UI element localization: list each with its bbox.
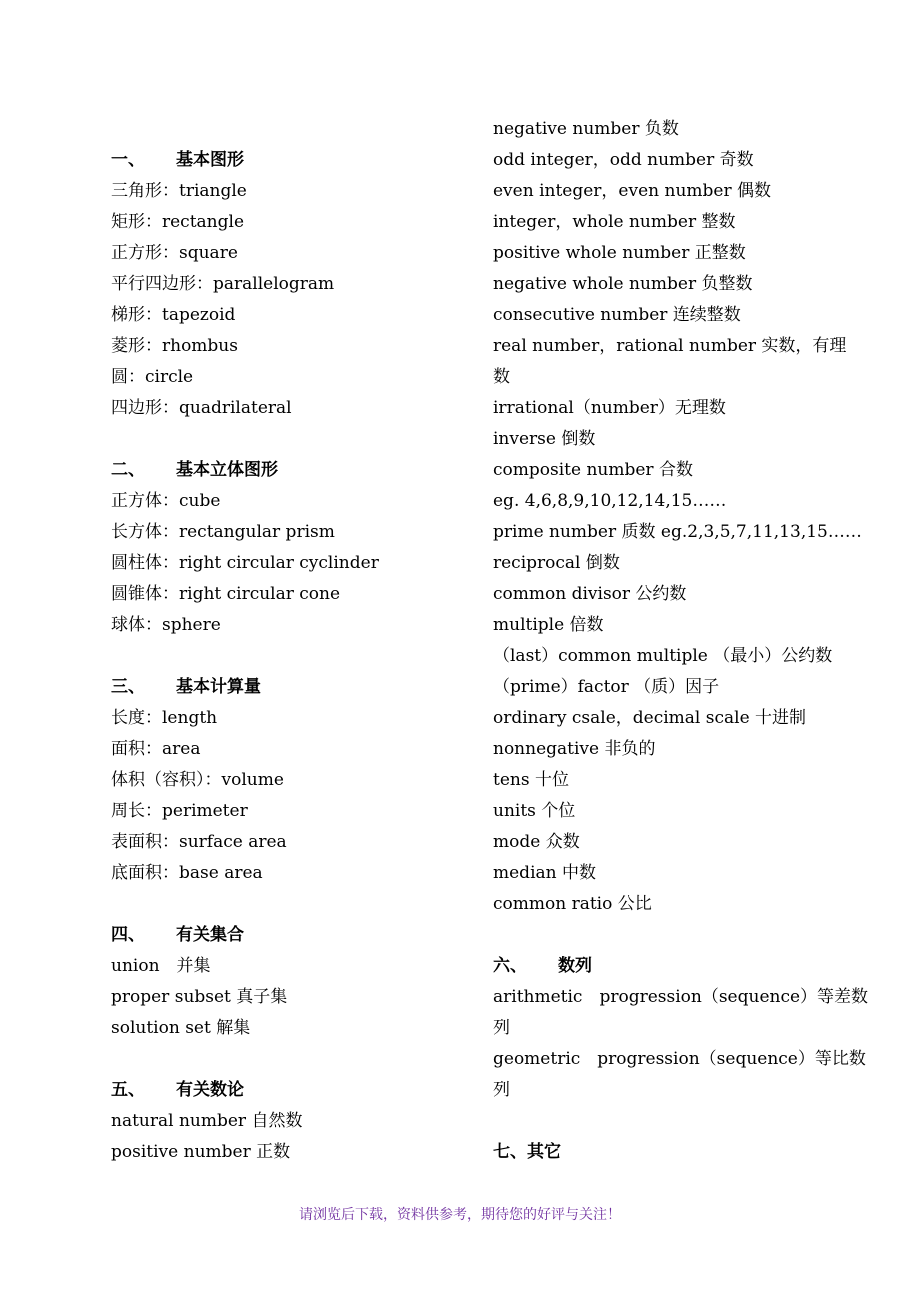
term-line: tens 十位 xyxy=(493,770,569,790)
term-line: 圆：circle xyxy=(111,367,194,387)
term-line: arithmetic progression（sequence）等差数 xyxy=(493,987,869,1007)
term-line: 体积（容积）：volume xyxy=(111,770,284,790)
term-line: 底面积：base area xyxy=(111,863,263,883)
term-line: units 个位 xyxy=(493,801,576,821)
section-title: 基本立体图形 xyxy=(176,460,278,480)
term-line: negative number 负数 xyxy=(493,119,679,139)
term-line: ordinary csale，decimal scale 十进制 xyxy=(493,708,807,728)
section-title: 基本计算量 xyxy=(176,677,261,697)
term-line: inverse 倒数 xyxy=(493,429,596,449)
term-line: proper subset 真子集 xyxy=(111,987,288,1007)
section-number: 五、 xyxy=(111,1080,145,1100)
term-line: 平行四边形：parallelogram xyxy=(111,274,335,294)
section-heading xyxy=(111,455,451,486)
term-line: 长度：length xyxy=(111,708,218,728)
term-line: integer，whole number 整数 xyxy=(493,212,736,232)
term-line: odd integer，odd number 奇数 xyxy=(493,150,754,170)
term-line: 正方形：square xyxy=(111,243,238,263)
term-line: 圆锥体：right circular cone xyxy=(111,584,341,604)
section-number: 三、 xyxy=(111,677,145,697)
section-heading xyxy=(493,951,835,982)
term-line-continuation: 数 xyxy=(493,367,510,387)
section-number: 四、 xyxy=(111,925,145,945)
section-title: 有关数论 xyxy=(176,1080,244,1100)
footer-note: 请浏览后下载，资料供参考，期待您的好评与关注！ xyxy=(299,1207,621,1223)
section-number: 一、 xyxy=(111,150,145,170)
term-line: union 并集 xyxy=(111,956,211,976)
term-line: solution set 解集 xyxy=(111,1018,251,1038)
term-line: positive number 正数 xyxy=(111,1142,291,1162)
section-title: 基本图形 xyxy=(176,150,244,170)
term-line: 表面积：surface area xyxy=(111,832,287,852)
term-line: 梯形：tapezoid xyxy=(111,305,236,325)
term-line: composite number 合数 xyxy=(493,460,693,480)
term-line: 周长：perimeter xyxy=(111,801,248,821)
term-line: 三角形：triangle xyxy=(111,181,247,201)
term-line: （last）common multiple （最小）公约数 xyxy=(493,646,833,666)
term-line: positive whole number 正整数 xyxy=(493,243,746,263)
term-line: multiple 倍数 xyxy=(493,615,604,635)
term-line: common ratio 公比 xyxy=(493,894,652,914)
term-line: 长方体：rectangular prism xyxy=(111,522,335,542)
term-line: natural number 自然数 xyxy=(111,1111,303,1131)
term-line: prime number 质数 eg.2,3,5,7,11,13,15…… xyxy=(493,522,862,542)
term-line: 圆柱体：right circular cyclinder xyxy=(111,553,379,573)
term-line: reciprocal 倒数 xyxy=(493,553,620,573)
term-line: mode 众数 xyxy=(493,832,580,852)
section-heading: 七、其它 xyxy=(493,1142,561,1162)
term-line: geometric progression（sequence）等比数 xyxy=(493,1049,866,1069)
term-line: median 中数 xyxy=(493,863,596,883)
section-number: 二、 xyxy=(111,460,145,480)
section-number: 六、 xyxy=(493,956,527,976)
term-line: 矩形：rectangle xyxy=(111,212,245,232)
section-heading xyxy=(111,145,451,176)
term-line: negative whole number 负整数 xyxy=(493,274,753,294)
term-line: 正方体：cube xyxy=(111,491,221,511)
term-line-continuation: 列 xyxy=(493,1018,510,1038)
term-line-continuation: 列 xyxy=(493,1080,510,1100)
term-line: 面积：area xyxy=(111,739,201,759)
section-heading xyxy=(111,672,451,703)
term-line: even integer，even number 偶数 xyxy=(493,181,771,201)
term-line: 菱形：rhombus xyxy=(111,336,238,356)
section-title: 有关集合 xyxy=(176,925,244,945)
term-line: （prime）factor （质）因子 xyxy=(493,677,720,697)
section-title: 数列 xyxy=(558,956,592,976)
term-line: eg. 4,6,8,9,10,12,14,15…… xyxy=(493,491,727,511)
section-heading xyxy=(111,1075,451,1106)
term-line: 球体：sphere xyxy=(111,615,221,635)
term-line: 四边形：quadrilateral xyxy=(111,398,292,418)
term-line: consecutive number 连续整数 xyxy=(493,305,741,325)
term-line: real number，rational number 实数，有理 xyxy=(493,336,847,356)
term-line: irrational（number）无理数 xyxy=(493,398,726,418)
term-line: nonnegative 非负的 xyxy=(493,739,656,759)
section-heading xyxy=(111,920,451,951)
term-line: common divisor 公约数 xyxy=(493,584,687,604)
